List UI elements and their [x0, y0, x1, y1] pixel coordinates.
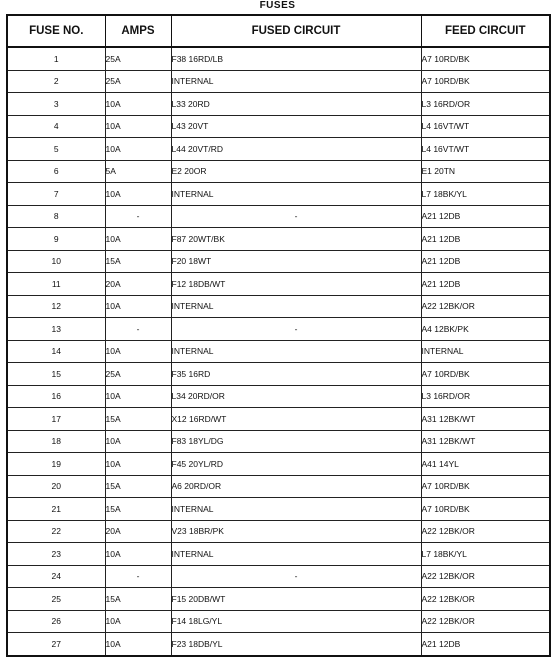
- header-fuse-no: FUSE NO.: [7, 15, 105, 47]
- feed-circuit-cell: L7 18BK/YL: [421, 543, 550, 566]
- amps-cell: -: [105, 565, 171, 588]
- table-row: [7, 363, 550, 386]
- feed-circuit-cell: A7 10RD/BK: [421, 47, 550, 70]
- feed-circuit-cell: A7 10RD/BK: [421, 70, 550, 93]
- fuse-number-cell: 14: [7, 340, 105, 363]
- feed-circuit-cell: L7 18BK/YL: [421, 183, 550, 206]
- feed-circuit-cell: E1 20TN: [421, 160, 550, 183]
- fused-circuit-cell: INTERNAL: [171, 183, 421, 206]
- fuse-number-cell: 20: [7, 475, 105, 498]
- amps-cell: 10A: [105, 228, 171, 251]
- table-row: [7, 475, 550, 498]
- fused-circuit-cell: INTERNAL: [171, 498, 421, 521]
- fuse-number-cell: 8: [7, 205, 105, 228]
- fuse-number-cell: 25: [7, 588, 105, 611]
- amps-cell: 25A: [105, 47, 171, 70]
- table-row: [7, 610, 550, 633]
- table-row: [7, 228, 550, 251]
- fuse-number-cell: 12: [7, 295, 105, 318]
- fuse-table: [6, 14, 551, 657]
- fused-circuit-cell: E2 20OR: [171, 160, 421, 183]
- amps-cell: 15A: [105, 408, 171, 431]
- feed-circuit-cell: A22 12BK/OR: [421, 520, 550, 543]
- table-row: [7, 633, 550, 656]
- fuse-number-cell: 16: [7, 385, 105, 408]
- fuse-number-cell: 22: [7, 520, 105, 543]
- feed-circuit-cell: A7 10RD/BK: [421, 363, 550, 386]
- fuse-number-cell: 6: [7, 160, 105, 183]
- fuse-number-cell: 15: [7, 363, 105, 386]
- fused-circuit-cell: X12 16RD/WT: [171, 408, 421, 431]
- table-row: [7, 543, 550, 566]
- fused-circuit-cell: L44 20VT/RD: [171, 138, 421, 161]
- fused-circuit-cell: F12 18DB/WT: [171, 273, 421, 296]
- fuse-number-cell: 9: [7, 228, 105, 251]
- fused-circuit-cell: F87 20WT/BK: [171, 228, 421, 251]
- amps-cell: 10A: [105, 430, 171, 453]
- amps-cell: 15A: [105, 250, 171, 273]
- amps-cell: 25A: [105, 70, 171, 93]
- header-feed-circuit: FEED CIRCUIT: [421, 15, 550, 47]
- table-body: [7, 47, 550, 656]
- table-row: [7, 430, 550, 453]
- amps-cell: 10A: [105, 543, 171, 566]
- feed-circuit-cell: A4 12BK/PK: [421, 318, 550, 341]
- fused-circuit-cell: L43 20VT: [171, 115, 421, 138]
- fuse-number-cell: 11: [7, 273, 105, 296]
- fused-circuit-cell: INTERNAL: [171, 70, 421, 93]
- fused-circuit-cell: INTERNAL: [171, 295, 421, 318]
- amps-cell: -: [105, 205, 171, 228]
- fused-circuit-cell: -: [171, 205, 421, 228]
- table-row: [7, 565, 550, 588]
- feed-circuit-cell: A21 12DB: [421, 633, 550, 656]
- fused-circuit-cell: INTERNAL: [171, 340, 421, 363]
- amps-cell: 10A: [105, 183, 171, 206]
- amps-cell: 10A: [105, 385, 171, 408]
- fuse-number-cell: 10: [7, 250, 105, 273]
- fuse-number-cell: 18: [7, 430, 105, 453]
- table-row: [7, 318, 550, 341]
- fused-circuit-cell: F15 20DB/WT: [171, 588, 421, 611]
- fuse-number-cell: 1: [7, 47, 105, 70]
- amps-cell: 10A: [105, 115, 171, 138]
- amps-cell: 20A: [105, 273, 171, 296]
- fused-circuit-cell: F20 18WT: [171, 250, 421, 273]
- table-row: [7, 160, 550, 183]
- feed-circuit-cell: A21 12DB: [421, 273, 550, 296]
- feed-circuit-cell: A41 14YL: [421, 453, 550, 476]
- fuse-number-cell: 26: [7, 610, 105, 633]
- fuse-number-cell: 17: [7, 408, 105, 431]
- table-row: [7, 498, 550, 521]
- feed-circuit-cell: A7 10RD/BK: [421, 475, 550, 498]
- header-row: [7, 15, 550, 47]
- table-row: [7, 385, 550, 408]
- table-row: [7, 47, 550, 70]
- amps-cell: 10A: [105, 295, 171, 318]
- amps-cell: 10A: [105, 340, 171, 363]
- amps-cell: -: [105, 318, 171, 341]
- feed-circuit-cell: L4 16VT/WT: [421, 138, 550, 161]
- amps-cell: 10A: [105, 138, 171, 161]
- fuse-number-cell: 7: [7, 183, 105, 206]
- feed-circuit-cell: A7 10RD/BK: [421, 498, 550, 521]
- header-amps: AMPS: [105, 15, 171, 47]
- fuse-number-cell: 4: [7, 115, 105, 138]
- fused-circuit-cell: -: [171, 318, 421, 341]
- feed-circuit-cell: A22 12BK/OR: [421, 610, 550, 633]
- amps-cell: 15A: [105, 475, 171, 498]
- fuse-number-cell: 2: [7, 70, 105, 93]
- feed-circuit-cell: INTERNAL: [421, 340, 550, 363]
- table-row: [7, 588, 550, 611]
- amps-cell: 10A: [105, 633, 171, 656]
- table-row: [7, 520, 550, 543]
- fuse-number-cell: 21: [7, 498, 105, 521]
- amps-cell: 10A: [105, 93, 171, 116]
- table-row: [7, 295, 550, 318]
- feed-circuit-cell: A21 12DB: [421, 205, 550, 228]
- feed-circuit-cell: L3 16RD/OR: [421, 93, 550, 116]
- fused-circuit-cell: L33 20RD: [171, 93, 421, 116]
- feed-circuit-cell: L4 16VT/WT: [421, 115, 550, 138]
- table-row: [7, 138, 550, 161]
- table-row: [7, 273, 550, 296]
- amps-cell: 5A: [105, 160, 171, 183]
- fused-circuit-cell: V23 18BR/PK: [171, 520, 421, 543]
- table-row: [7, 453, 550, 476]
- fused-circuit-cell: INTERNAL: [171, 543, 421, 566]
- feed-circuit-cell: A21 12DB: [421, 228, 550, 251]
- feed-circuit-cell: A31 12BK/WT: [421, 408, 550, 431]
- amps-cell: 10A: [105, 453, 171, 476]
- fuse-number-cell: 19: [7, 453, 105, 476]
- fused-circuit-cell: A6 20RD/OR: [171, 475, 421, 498]
- amps-cell: 15A: [105, 588, 171, 611]
- table-row: [7, 205, 550, 228]
- fuse-number-cell: 13: [7, 318, 105, 341]
- table-row: [7, 70, 550, 93]
- amps-cell: 10A: [105, 610, 171, 633]
- amps-cell: 25A: [105, 363, 171, 386]
- table-row: [7, 93, 550, 116]
- header-fused-circuit: FUSED CIRCUIT: [171, 15, 421, 47]
- feed-circuit-cell: A22 12BK/OR: [421, 588, 550, 611]
- fuse-number-cell: 23: [7, 543, 105, 566]
- table-caption: FUSES: [259, 0, 296, 11]
- fused-circuit-cell: F14 18LG/YL: [171, 610, 421, 633]
- fused-circuit-cell: F23 18DB/YL: [171, 633, 421, 656]
- feed-circuit-cell: A21 12DB: [421, 250, 550, 273]
- fused-circuit-cell: L34 20RD/OR: [171, 385, 421, 408]
- amps-cell: 15A: [105, 498, 171, 521]
- fused-circuit-cell: -: [171, 565, 421, 588]
- amps-cell: 20A: [105, 520, 171, 543]
- table-row: [7, 115, 550, 138]
- fused-circuit-cell: F35 16RD: [171, 363, 421, 386]
- feed-circuit-cell: A22 12BK/OR: [421, 295, 550, 318]
- feed-circuit-cell: A31 12BK/WT: [421, 430, 550, 453]
- table-row: [7, 408, 550, 431]
- feed-circuit-cell: L3 16RD/OR: [421, 385, 550, 408]
- table-row: [7, 183, 550, 206]
- fuse-number-cell: 5: [7, 138, 105, 161]
- fused-circuit-cell: F83 18YL/DG: [171, 430, 421, 453]
- fuse-number-cell: 24: [7, 565, 105, 588]
- feed-circuit-cell: A22 12BK/OR: [421, 565, 550, 588]
- table-row: [7, 250, 550, 273]
- fused-circuit-cell: F38 16RD/LB: [171, 47, 421, 70]
- fused-circuit-cell: F45 20YL/RD: [171, 453, 421, 476]
- fuse-number-cell: 27: [7, 633, 105, 656]
- fuse-number-cell: 3: [7, 93, 105, 116]
- table-row: [7, 340, 550, 363]
